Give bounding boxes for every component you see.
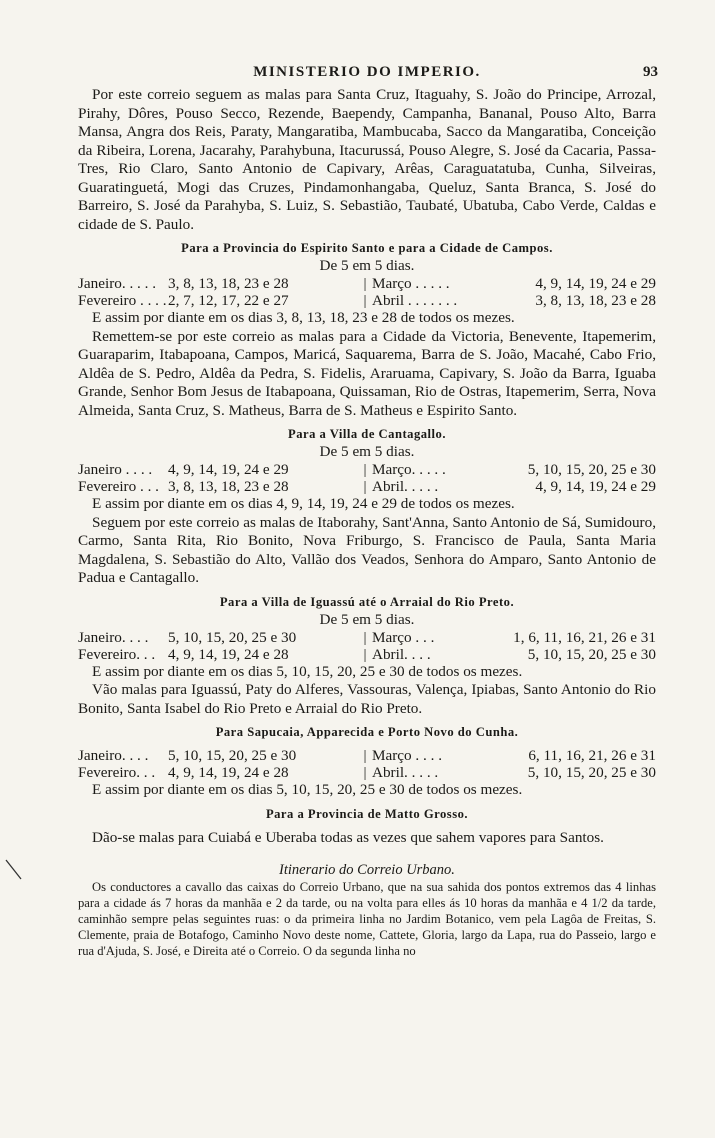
month-cell: Fevereiro. . . (78, 764, 156, 781)
page-header (78, 58, 656, 86)
column-divider: | (363, 478, 367, 495)
intro-paragraph: Por este correio seguem as malas para Santa Cruz, Itaguahy, S. João do Principe, Arrozal, Pirahy, Dôres, Pouso Secco, Rezende, Baependy, Campanha, Bananal, Pouso Alto, Barra Mansa, Angra dos Reis, Paraty, Mangaratiba, Mambucaba, Sacco da Mangaratiba, Conceição da Ribeira, Lorena, Jacarahy, Parahybuna, Itacurussá, Pouso Alegre, S. José da Cacaria, Passa-Tres, Rio Claro, Santo Antonio de Capivary, Arêas, Caraguatatuba, Cunha, Silveiras, Guaratinguetá, Mogi das Cruzes, Pindamonhangaba, Queluz, Santa Branca, S. José do Barreiro, S. José da Parahyba, S. Luiz, S. Sebastião, Taubaté, Ubatuba, Cabo Verde, Caldas e cidade de S. Paulo. (78, 86, 656, 233)
column-divider: | (363, 747, 367, 764)
table-row (78, 292, 656, 309)
days-cell: 3, 8, 13, 18, 23 e 28 (168, 478, 289, 495)
section-note: E assim por diante em os dias 3, 8, 13, 18, 23 e 28 de todos os mezes. (92, 309, 515, 326)
section-subheading: De 5 em 5 dias. (319, 257, 415, 274)
schedule-table (78, 275, 656, 309)
table-row (78, 764, 656, 781)
days-cell: 4, 9, 14, 19, 24 e 28 (168, 645, 289, 663)
section-paragraph: Dão-se malas para Cuiabá e Uberaba todas as vezes que sahem vapores para Santos. (92, 828, 604, 846)
days-cell: 5, 10, 15, 20, 25 e 30 (168, 747, 297, 764)
month-cell: Abril. . . . (372, 645, 431, 663)
month-cell: Abril . . . . . . . (372, 292, 458, 309)
schedule-table (78, 747, 656, 781)
table-row (78, 646, 656, 663)
column-divider: | (363, 461, 367, 478)
days-cell: 3, 8, 13, 18, 23 e 28 (168, 275, 289, 292)
month-cell: Março. . . . . (372, 461, 446, 478)
days-cell: 5, 10, 15, 20, 25 e 30 (527, 461, 656, 478)
page-number: 93 (643, 64, 658, 80)
table-row (78, 275, 656, 292)
month-cell: Janeiro. . . . . (78, 275, 157, 292)
month-cell: Março . . . . . (372, 275, 450, 292)
table-row (78, 461, 656, 478)
section-heading: Para a Villa de Iguassú até o Arraial do Rio Preto. (219, 594, 515, 609)
days-cell: 1, 6, 11, 16, 21, 26 e 31 (513, 628, 656, 646)
itinerary-title: Itinerario do Correio Urbano. (279, 862, 455, 878)
days-cell: 5, 10, 15, 20, 25 e 30 (527, 764, 656, 781)
days-cell: 5, 10, 15, 20, 25 e 30 (527, 645, 656, 663)
table-row (78, 747, 656, 764)
column-divider: | (363, 628, 367, 646)
section-heading: Para a Provincia de Matto Grosso. (265, 806, 469, 821)
section-paragraph: Remettem-se por este correio as malas para a Cidade da Victoria, Benevente, Itapemerim, Guaraparim, Itabapoana, Campos, Maricá, Saquarema, Barra de S. João, Macahé, Cabo Frio, Aldêa de S. Pedro, Aldêa da Pedra, S. Fidelis, Araruama, Capivary, S. João da Barra, Iguaba Grande, Senhor Bom Jesus de Itabapoana, Quissaman, Rio de Ostras, Itapemerim, Serra, Nova Almeida, Santa Cruz, S. Matheus, Barra de S. Matheus e Espirito Santo. (78, 327, 656, 419)
days-cell: 4, 9, 14, 19, 24 e 29 (535, 478, 656, 495)
section-note: E assim por diante em os dias 4, 9, 14, 19, 24 e 29 de todos os mezes. (92, 495, 515, 512)
days-cell: 5, 10, 15, 20, 25 e 30 (168, 628, 297, 646)
column-divider: | (363, 645, 367, 663)
month-cell: Abril. . . . . (372, 478, 439, 495)
schedule-table (78, 629, 656, 663)
section-paragraph: Vão malas para Iguassú, Paty do Alferes, Vassouras, Valença, Ipiabas, Santo Antonio do Rio Bonito, Santa Isabel do Rio Preto e Arraial do Rio Preto. (78, 681, 656, 717)
table-row (78, 629, 656, 646)
table-row (78, 478, 656, 495)
section-subheading: De 5 em 5 dias. (319, 443, 415, 460)
section-heading: Para a Provincia do Espirito Santo e para a Cidade de Campos. (181, 241, 553, 255)
page-title: MINISTERIO DO IMPERIO. (253, 64, 481, 80)
itinerary-block (78, 879, 656, 959)
section-subheading: De 5 em 5 dias. (319, 610, 415, 628)
column-divider: | (363, 764, 367, 781)
days-cell: 6, 11, 16, 21, 26 e 31 (528, 747, 656, 764)
month-cell: Abril. . . . . (372, 764, 439, 781)
section-heading: Para Sapucaia, Apparecida e Porto Novo do Cunha. (215, 725, 519, 739)
month-cell: Janeiro. . . . (78, 747, 149, 764)
month-cell: Fevereiro . . . . (78, 292, 167, 309)
month-cell: Fevereiro. . . (78, 645, 156, 663)
section-note: E assim por diante em os dias 5, 10, 15, 20, 25 e 30 de todos os mezes. (92, 662, 523, 680)
days-cell: 3, 8, 13, 18, 23 e 28 (535, 292, 656, 309)
section-note: E assim por diante em os dias 5, 10, 15, 20, 25 e 30 de todos os mezes. (92, 781, 523, 798)
month-cell: Janeiro. . . . (78, 628, 149, 646)
itinerary-text: Os conductores a cavallo das caixas do Correio Urbano, que na sua sahida dos pontos extremos das 4 linhas para a cidade ás 7 horas da manhãa e 2 da tarde, ou na volta para elles ás 10 horas da manhãa e 4 1/2 da tarde, caminhão sempre pelas seguintes ruas: o da primeira linha no Jardim Botanico, vem pela Lagôa de Freitas, S. Clemente, praia de Botafogo, Caminho Novo deste nome, Cattete, Gloria, largo da Lapa, rua do Passeio, largo e rua d'Ajuda, S. José, e Direita até o Correio. O da segunda linha no (78, 880, 656, 958)
section-paragraph: Seguem por este correio as malas de Itaborahy, Sant'Anna, Santo Antonio de Sá, Sumidouro, Carmo, Santa Rita, Rio Bonito, Nova Friburgo, S. Francisco de Paula, Santa Maria Magdalena, S. Sebastião do Alto, Vallão dos Veados, Senhora do Amparo, Santo Antonio de Padua e Cantagallo. (78, 513, 656, 586)
month-cell: Fevereiro . . . (78, 478, 159, 495)
days-cell: 4, 9, 14, 19, 24 e 29 (168, 461, 289, 478)
section-heading: Para a Villa de Cantagallo. (288, 427, 446, 441)
column-divider: | (363, 292, 367, 309)
margin-mark (4, 858, 24, 882)
days-cell: 4, 9, 14, 19, 24 e 28 (168, 764, 289, 781)
schedule-table (78, 461, 656, 495)
days-cell: 2, 7, 12, 17, 22 e 27 (168, 292, 289, 309)
days-cell: 4, 9, 14, 19, 24 e 29 (535, 275, 656, 292)
month-cell: Março . . . (372, 628, 435, 646)
month-cell: Março . . . . (372, 747, 443, 764)
page (78, 58, 656, 959)
column-divider: | (363, 275, 367, 292)
month-cell: Janeiro . . . . (78, 461, 153, 478)
